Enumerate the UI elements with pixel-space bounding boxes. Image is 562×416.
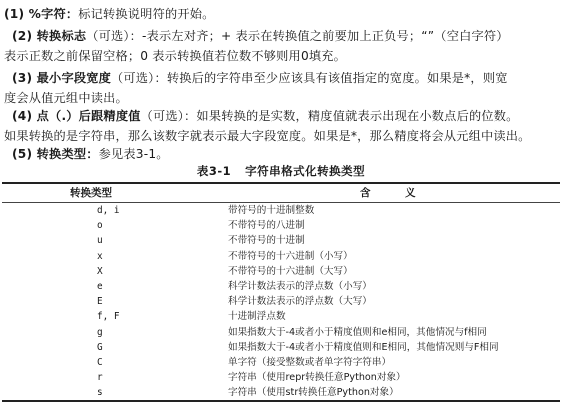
paragraph-line <box>4 26 558 46</box>
table-row <box>2 249 560 264</box>
table-cell-conversion-type: X <box>97 265 103 277</box>
paragraph-line <box>4 144 558 164</box>
paragraph-percent-char <box>4 4 558 24</box>
table-cell-conversion-type: E <box>97 296 103 308</box>
paragraph-head: (3) 最小字段宽度 <box>12 71 111 85</box>
table-cell-conversion-type: r <box>97 372 103 384</box>
table-cell-meaning: 不带符号的十进制 <box>228 235 305 247</box>
table-cell-conversion-type: s <box>97 387 103 399</box>
table-cell-conversion-type: g <box>97 326 103 338</box>
table-row <box>2 294 560 309</box>
paragraph-min-field-width <box>4 68 558 108</box>
table-cell-meaning: 不带符号的八进制 <box>228 220 305 232</box>
table-caption-title: 字符串格式化转换类型 <box>245 164 366 178</box>
table-cell-meaning: 如果指数大于-4或者小于精度值则和E相同，其他情况则与F相同 <box>228 341 499 353</box>
table-row <box>2 309 560 324</box>
table-cell-conversion-type: G <box>97 341 103 353</box>
table-row <box>2 264 560 279</box>
table-row <box>2 370 560 385</box>
paragraph-head: (4) 点（.）后跟精度值 <box>12 109 141 123</box>
table-row <box>2 385 560 400</box>
table-cell-conversion-type: d, i <box>97 205 120 216</box>
paragraph-text: 参见表3-1。 <box>98 147 169 161</box>
table-row <box>2 218 560 233</box>
paragraph-conversion-flags <box>4 26 558 66</box>
table-caption <box>0 163 562 179</box>
conversion-types-table <box>2 182 560 402</box>
table-cell-conversion-type: e <box>97 280 103 292</box>
paragraph-text: （可选）：-表示左对齐；+ 表示在转换值之前要加上正负号；“”（空白字符） <box>86 29 509 43</box>
paragraph-line: 如果转换的是字符串，那么该数字就表示最大字段宽度。如果是*，那么精度将会从元组中读出。 <box>4 129 531 143</box>
table-cell-conversion-type: x <box>97 250 103 262</box>
table-header-row <box>2 184 560 203</box>
table-row <box>2 355 560 370</box>
table-cell-meaning: 不带符号的十六进制（大写） <box>228 265 353 277</box>
table-row <box>2 233 560 248</box>
paragraph-text: （可选）：转换后的字符串至少应该具有该值指定的宽度。如果是*，则宽 <box>111 71 508 85</box>
table-caption-number: 表3-1 <box>196 164 232 178</box>
table-cell-meaning: 科学计数法表示的浮点数（小写） <box>228 280 372 292</box>
table-cell-meaning: 字符串（使用repr转换任意Python对象） <box>228 372 406 384</box>
paragraph-conversion-type <box>4 144 558 164</box>
table-cell-meaning: 字符串（使用str转换任意Python对象） <box>228 387 399 399</box>
paragraph-head: (2) 转换标志 <box>12 29 87 43</box>
table-cell-meaning: 单字符（接受整数或者单字符字符串） <box>228 356 392 368</box>
table-cell-meaning: 科学计数法表示的浮点数（大写） <box>228 296 372 308</box>
table-cell-meaning: 带符号的十进制整数 <box>228 205 315 216</box>
paragraph-head: (1) %字符： <box>4 7 79 21</box>
table-cell-meaning: 不带符号的十六进制（小写） <box>228 250 353 262</box>
table-body <box>2 203 560 400</box>
table-header-meaning: 含 义 <box>360 187 428 199</box>
table-row <box>2 340 560 355</box>
table-row <box>2 325 560 340</box>
table-cell-conversion-type: f, F <box>97 311 120 323</box>
paragraph-line <box>4 68 558 88</box>
paragraph-text: （可选）：如果转换的是实数，精度值就表示出现在小数点后的位数。 <box>140 109 519 123</box>
table-cell-conversion-type: C <box>97 356 103 368</box>
table-cell-conversion-type: u <box>97 235 103 247</box>
paragraph-precision <box>4 106 558 146</box>
paragraph-line: 度会从值元组中读出。 <box>4 91 128 105</box>
table-cell-conversion-type: o <box>97 220 103 232</box>
table-row <box>2 279 560 294</box>
table-cell-meaning: 如果指数大于-4或者小于精度值则和e相同，其他情况与f相同 <box>228 326 487 338</box>
paragraph-text: 标记转换说明符的开始。 <box>78 7 215 21</box>
table-cell-meaning: 十进制浮点数 <box>228 311 286 323</box>
paragraph-head: (5) 转换类型： <box>12 147 99 161</box>
table-header-conversion-type: 转换类型 <box>70 187 112 199</box>
paragraph-line: 表示正数之前保留空格；0 表示转换值若位数不够则用0填充。 <box>4 49 347 63</box>
table-row <box>2 203 560 218</box>
paragraph-line <box>4 106 558 126</box>
